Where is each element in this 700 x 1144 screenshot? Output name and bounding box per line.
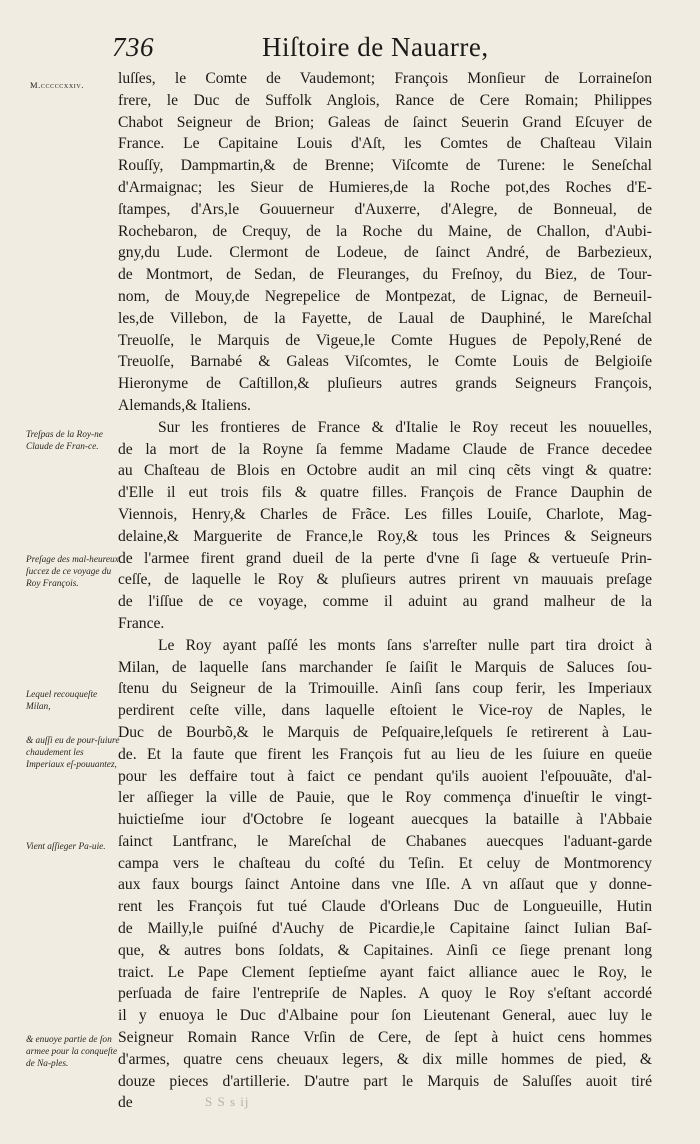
signature-mark: S S s ij: [205, 1094, 250, 1109]
text-line: gny,du Lude. Clermont de Lodeue, de ſainct André, de Barbezieux,: [118, 244, 652, 262]
text-line: nom, de Mouy,de Negrepelice de Montpezat, de Lignac, de Berneuil-: [118, 287, 652, 305]
text-line: Le Roy ayant paſſé les monts ſans s'arreſter nulle part tira droict à: [158, 636, 652, 654]
text-line: delaine,& Marguerite de France,le Roy,& tous les Princes & Seigneurs: [118, 527, 652, 545]
text-line: de Montmort, de Sedan, de Fleuranges, du Freſnoy, du Biez, de Tour-: [118, 266, 652, 284]
text-line: d'Armaignac; les Sieur de Humieres,de la Roche pot,des Roches d'E-: [118, 178, 652, 196]
text-line: Sur les frontieres de France & d'Italie le Roy receut les nouuelles,: [158, 418, 652, 436]
text-line: les,de Villebon, de la Fayette, de Laual de Dauphiné, le Mareſchal: [118, 309, 652, 327]
text-line: de. Et la faute que firent les François fut au lieu de les ſuiure en queüe: [118, 745, 652, 763]
text-line: de la mort de la Royne ſa femme Madame Claude de France decedee: [118, 440, 652, 458]
margin-note: Treſpas de la Roy-ne Claude de Fran-ce.: [26, 430, 103, 452]
text-line: ler aſſieger la ville de Pauie, que le Roy commença d'inueſtir le vingt-: [118, 789, 652, 807]
text-line: il y enuoya le Duc d'Albaine pour ſon Lieutenant General, auec luy le: [118, 1007, 652, 1025]
text-line: Milan, de laquelle ſans marchander ſe ſaiſit le Marquis de Saluces ſou-: [118, 658, 652, 676]
text-line: aux faux bourgs ſainct Antoine dans vne Iſle. A vn aſſaut que y donne-: [118, 876, 652, 894]
text-line: pour les deffaire tout à faict ce pendant qu'ils auoient l'eſpouuãte, d'al-: [118, 767, 652, 785]
running-title: Hiſtoire de Nauarre,: [262, 32, 489, 62]
margin-note: Preſage des mal-heureux ſuccez de ce voyage du Roy François.: [26, 555, 119, 589]
text-line: frere, le Duc de Suffolk Anglois, Rance de Cere Romain; Philippes: [118, 91, 652, 109]
text-line: perſuada de faire l'entrepriſe de Naples. A quoy le Roy s'eſtant accordé: [118, 985, 652, 1003]
text-line: Alemands,& Italiens.: [118, 396, 251, 414]
catchword: [118, 1114, 652, 1136]
text-line: Chabot Seigneur de Brion; Galeas de ſainct Seuerin Grand Eſcuyer de: [118, 113, 652, 131]
text-line: Hieronyme de Caſtillon,& pluſieurs autres grands Seigneurs François,: [118, 375, 652, 393]
text-line: de l'armee firent grand dueil de la perte d'vne ſi ſage & vertueuſe Prin-: [118, 549, 652, 567]
text-line: Duc de Bourbõ,& le Marquis de Peſquaire,leſquels ſe retirerent à Lau-: [118, 723, 652, 741]
body-text: [118, 68, 652, 1136]
text-line: d'armes, quatre cens cheuaux legers, & dix mille hommes de pied, &: [118, 1050, 652, 1068]
text-line: Rochebaron, de Crequy, de la Roche du Maine, de Challon, d'Aubi-: [118, 222, 652, 240]
text-line: traict. Le Pape Clement ſeptieſme ayant faict alliance auec le Roy, le: [118, 963, 652, 981]
margin-note: & auſſi eu de pour-ſuiure chaudement les Imperiaux eſ-pouuantez,: [26, 736, 120, 770]
text-line: Rouſſy, Dampmartin,& de Brenne; Viſcomte de Turene: le Seneſchal: [118, 157, 652, 175]
text-line: perdirent ceſte ville, dans laquelle eſtoient le Vice-roy de Naples, le: [118, 702, 652, 720]
text-line: que, & autres bons ſoldats, & Capitaines. Ainſi ce ſiege prenant long: [118, 941, 652, 959]
text-line: France.: [118, 614, 165, 632]
margin-note: Vient aſſieger Pa-uie.: [26, 842, 106, 852]
text-line: ſainct Lantfranc, le Mareſchal de Chabanes auecques l'aduant-garde: [118, 832, 652, 850]
text-line: Seigneur Romain Rance Vrſin de Cere, de ſept à huict cens hommes: [118, 1029, 652, 1047]
text-line: Treuolſe, le Marquis de Vigeue,le Comte Hugues de Pepoly,René de: [118, 331, 652, 349]
text-line: luſſes, le Comte de Vaudemont; François Monſieur de Lorraineſon: [118, 70, 652, 87]
text-line: ſtenu du Seigneur de la Trimouille. Ainſi ſans coup ferir, les Imperiaux: [118, 680, 652, 698]
text-line: douze pieces d'artillerie. D'autre part le Marquis de Saluſſes auoit tiré: [118, 1072, 652, 1090]
text-line: de l'iſſue de ce voyage, comme il aduint au grand malheur de la: [118, 593, 652, 611]
text-line: rent les François fut tué Claude d'Orleans Duc de Longueuille, Hutin: [118, 898, 652, 916]
year-margin-note: M.cccccxxiv.: [30, 80, 85, 90]
text-line: de Mailly,le puiſné d'Auchy de Picardie,le Capitaine ſainct Iulian Baſ-: [118, 920, 652, 938]
page-number: 736: [112, 32, 154, 62]
text-line: campa vers le chaſteau du coſté du Teſin. Et celuy de Montmorency: [118, 854, 652, 872]
text-line: ceſſe, de laquelle le Roy & pluſieurs autres prirent vn mauuais preſage: [118, 571, 652, 589]
page-header: [112, 30, 662, 70]
text-line: Treuolſe, Barnabé & Galeas Viſcomtes, le Comte Louis de Belgioiſe: [118, 353, 652, 371]
text-line: Viennois, Henry,& Charles de Frãce. Les filles Louiſe, Charlote, Mag-: [118, 505, 652, 523]
text-line: France. Le Capitaine Louis d'Aſt, les Comtes de Chaſteau Vilain: [118, 135, 652, 153]
text-line: de: [118, 1094, 133, 1112]
text-line: au Chaſteau de Blois en Octobre audit an mil cinq cẽts vingt & quatre:: [118, 462, 652, 480]
text-line: huictieſme iour d'Octobre ſe logeant auecques la bataille à l'Abbaie: [118, 811, 652, 829]
text-line: d'Elle il eut trois fils & quatre filles. François de France Dauphin de: [118, 484, 652, 502]
margin-note: & enuoye partie de ſon armee pour la conqueſte de Na-ples.: [26, 1035, 118, 1069]
text-line: ſtampes, d'Ars,le Gouuerneur d'Auxerre, d'Alegre, de Bonneual, de: [118, 200, 652, 218]
margin-note: Lequel recouqueſte Milan,: [26, 690, 98, 712]
